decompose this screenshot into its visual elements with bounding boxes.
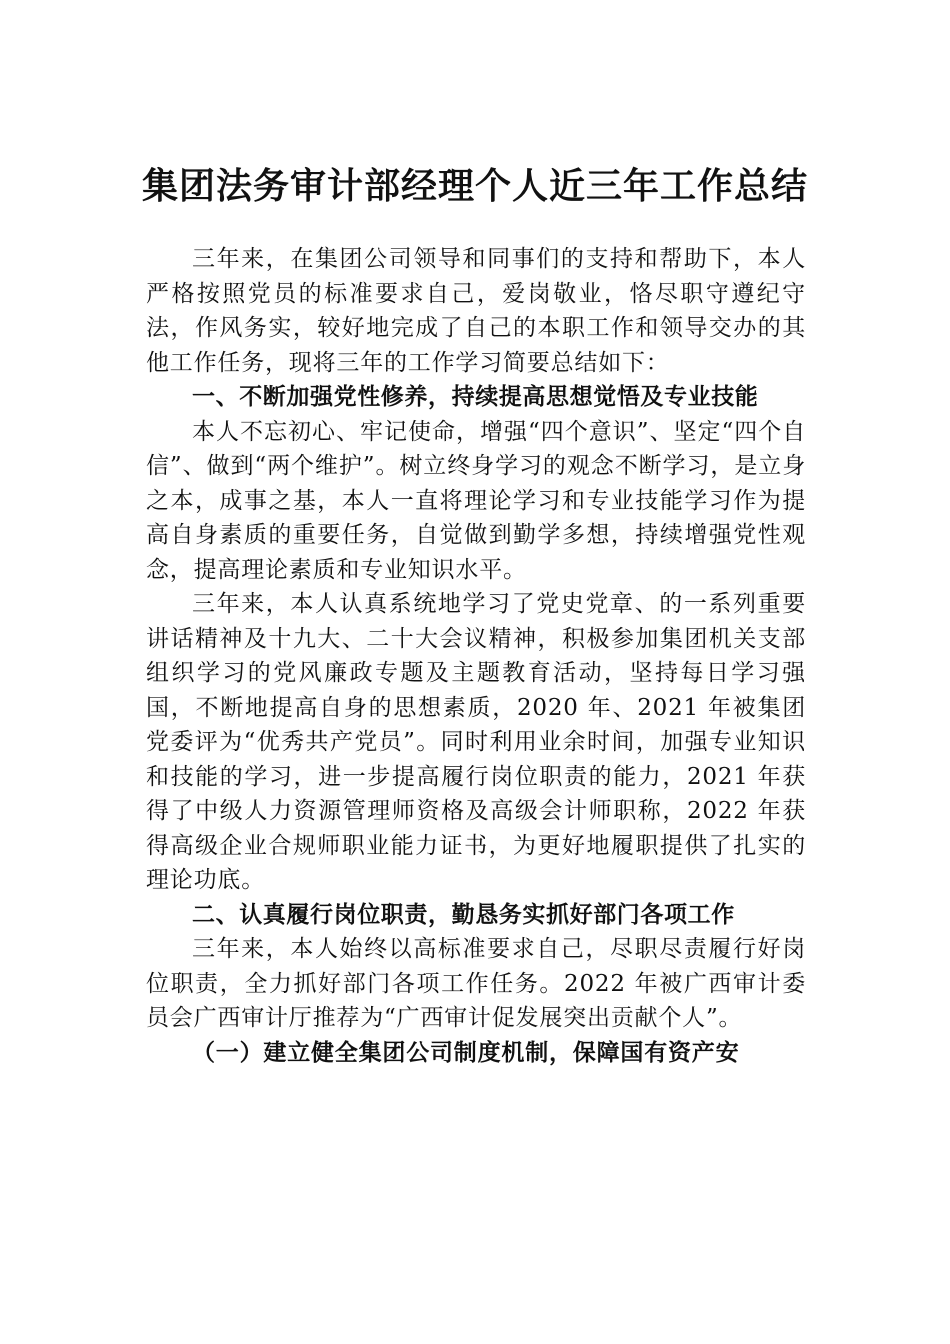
section-1-paragraph-2: 三年来，本人认真系统地学习了党史党章、的一系列重要讲话精神及十九大、二十大会议精神，积极参加集团机关支部组织学习的党风廉政专题及主题教育活动，坚持每日学习强国，不断地提高自身的思想素质，2020 年、2021 年被集团党委评为“优秀共产党员”。同时利用业余时间，加强专业知识和技能的学习，进一步提高履行岗位职责的能力，2021 年获得了中级人力资源管理师资格及高级会计师职称，2022 年获得高级企业合规师职业能力证书，为更好地履职提供了扎实的理论功底。 [146,591,806,893]
subsection-heading-1: （一）建立健全集团公司制度机制，保障国有资产安 [192,1038,740,1066]
document-title: 集团法务审计部经理个人近三年工作总结 [141,165,808,207]
section-1-paragraph-1: 本人不忘初心、牢记使命，增强“四个意识”、坚定“四个自信”、做到“两个维护”。树立终身学习的观念不断学习，是立身之本，成事之基，本人一直将理论学习和专业技能学习作为提高自身素质的重要任务，自觉做到勤学多想，持续增强党性观念，提高理论素质和专业知识水平。 [146,418,806,583]
section-heading-1: 一、不断加强党性修养，持续提高思想觉悟及专业技能 [192,384,759,410]
intro-paragraph: 三年来，在集团公司领导和同事们的支持和帮助下，本人严格按照党员的标准要求自己，爱岗敬业，恪尽职守遵纪守法，作风务实，较好地完成了自己的本职工作和领导交办的其他工作任务，现将三年的工作学习简要总结如下： [146,246,806,376]
document-body [146,242,806,1070]
section-2-paragraph-1: 三年来，本人始终以高标准要求自己，尽职尽责履行好岗位职责，全力抓好部门各项工作任务。2022 年被广西审计委员会广西审计厅推荐为“广西审计促发展突出贡献个人”。 [146,936,806,1031]
section-heading-2: 二、认真履行岗位职责，勤恳务实抓好部门各项工作 [192,901,735,928]
